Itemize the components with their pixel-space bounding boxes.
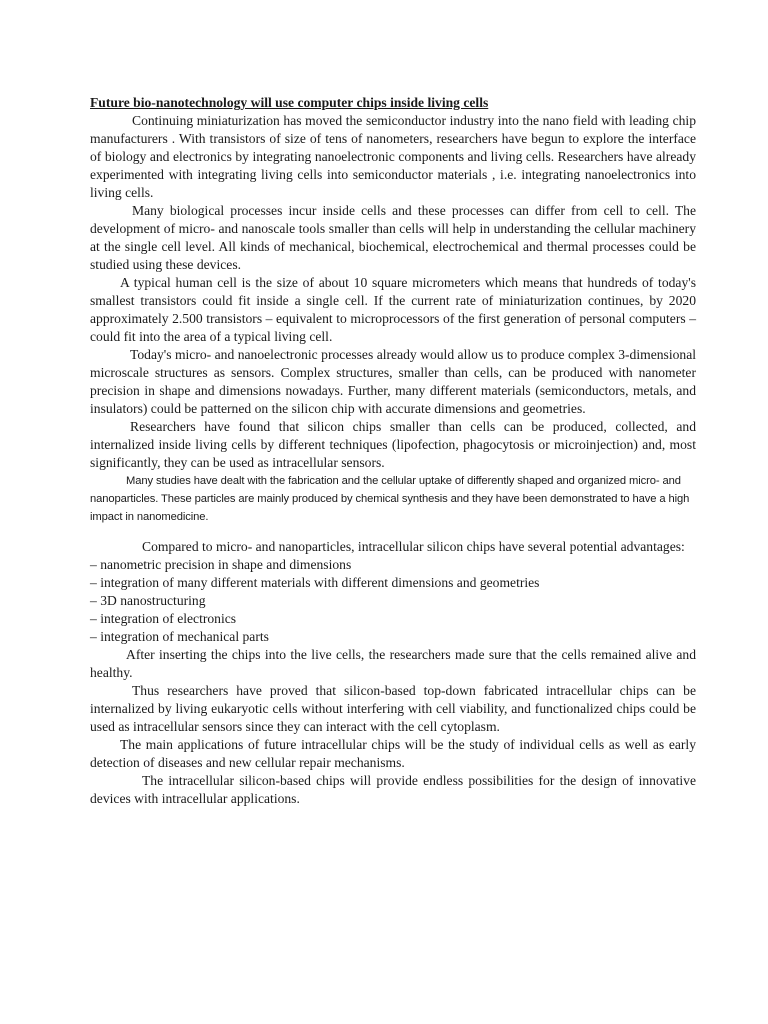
paragraph-3d-structures: Today's micro- and nanoelectronic processes already would allow us to produce complex 3-dimensional microscale structures as sensors. Complex structures, smaller than cells, can be produced with nanometer precision in shape and dimensions nowadays. Further, many different materials (semiconductors, metals, and insulators) could be patterned on the silicon chip with accurate dimensions and geometries.	[90, 347, 696, 416]
paragraph-thus-proved: Thus researchers have proved that silicon-based top-down fabricated intracellular chips can be internalized by living eukaryotic cells without interfering with cell viability, and functionalized chips could be used as intracellular sensors since they can interact with the cell cytoplasm.	[90, 683, 696, 734]
paragraph-advantages-intro: Compared to micro- and nanoparticles, intracellular silicon chips have several potential advantages:	[142, 539, 685, 554]
list-item: – integration of mechanical parts	[90, 629, 269, 644]
paragraph-main-applications: The main applications of future intracellular chips will be the study of individual cells as well as early detection of diseases and new cellular repair mechanisms.	[90, 737, 696, 770]
list-item: – nanometric precision in shape and dimensions	[90, 557, 352, 572]
list-item: – 3D nanostructuring	[90, 593, 206, 608]
paragraph-endless-possibilities: The intracellular silicon-based chips will provide endless possibilities for the design of innovative devices with intracellular applications.	[90, 773, 696, 806]
paragraph-miniaturization: Continuing miniaturization has moved the semiconductor industry into the nano field with leading chip manufacturers . With transistors of size of tens of nanometers, researchers have begun to explore the interface of biology and electronics by integrating nanoelectronic components and living cells. Researchers have already experimented with integrating living cells into semiconductor materials , i.e. integrating nanoelectronics into living cells.	[90, 113, 696, 200]
document-title: Future bio-nanotechnology will use computer chips inside living cells	[90, 95, 489, 110]
paragraph-researchers-found: Researchers have found that silicon chips smaller than cells can be produced, collected, and internalized inside living cells by different techniques (lipofection, phagocytosis or microinjection) and, most significantly, they can be used as intracellular sensors.	[90, 419, 696, 470]
paragraph-typical-cell: A typical human cell is the size of about 10 square micrometers which means that hundreds of today's smallest transistors could fit inside a single cell. If the current rate of miniaturization continues, by 2020 approximately 2.500 transistors – equivalent to microprocessors of the first generation of personal computers – could fit into the area of a typical living cell.	[90, 275, 696, 344]
paragraph-particle-studies: Many studies have dealt with the fabrication and the cellular uptake of differently shaped and organized micro- and nanoparticles. These particles are mainly produced by chemical synthesis and they have been demonstrated to have a high impact in nanomedicine.	[90, 475, 690, 523]
list-item: – integration of electronics	[90, 611, 237, 626]
list-item: – integration of many different materials with different dimensions and geometries	[90, 575, 540, 590]
advantages-list	[90, 556, 696, 646]
paragraph-biological-processes: Many biological processes incur inside cells and these processes can differ from cell to cell. The development of micro- and nanoscale tools smaller than cells will help in understanding the cellular machinery at the single cell level. All kinds of mechanical, biochemical, electrochemical and thermal processes could be studied using these devices.	[90, 203, 696, 272]
document-body	[90, 94, 696, 808]
paragraph-after-inserting: After inserting the chips into the live cells, the researchers made sure that the cells remained alive and healthy.	[90, 647, 696, 680]
